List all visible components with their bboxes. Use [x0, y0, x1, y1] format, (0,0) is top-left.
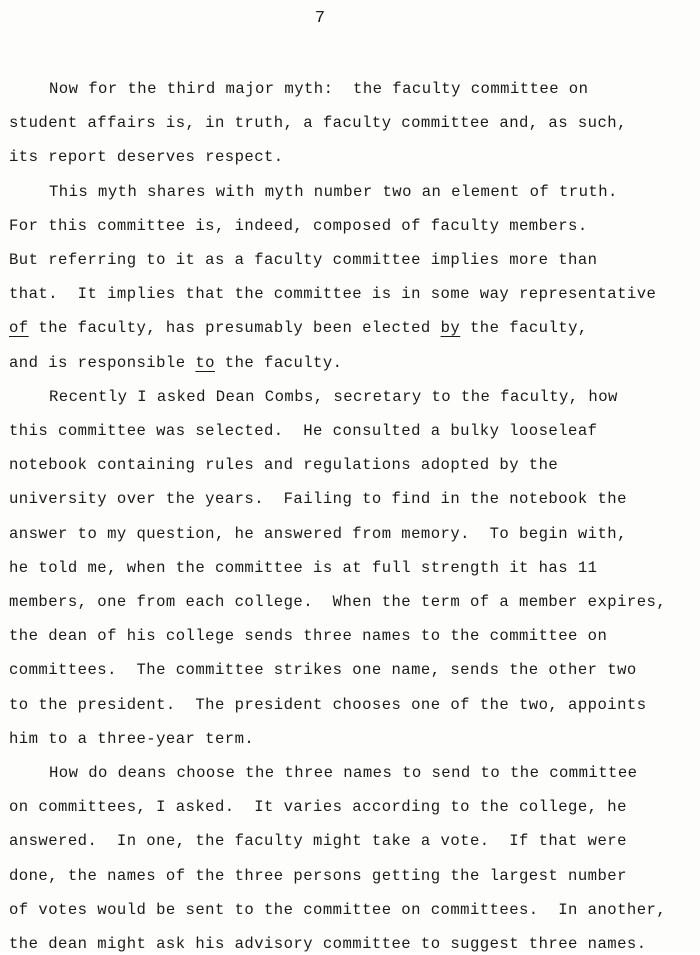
text-line	[0, 659, 637, 681]
text-segment: Now for the third major myth: the faculty committee on	[49, 80, 589, 98]
underlined-text: to	[195, 353, 215, 372]
text-segment: and is responsible	[9, 353, 196, 372]
text-segment: This myth shares with myth number two an element of truth.	[49, 182, 618, 201]
text-line	[0, 488, 627, 510]
text-segment: to the president. The president chooses one of the two, appoints	[9, 695, 647, 714]
text-line	[0, 523, 627, 545]
text-segment: on committees, I asked. It varies according to the college, he	[9, 798, 627, 817]
text-line	[0, 591, 666, 613]
text-segment: answered. In one, the faculty might take a vote. If that were	[9, 832, 627, 851]
text-line	[0, 557, 597, 579]
text-segment: notebook containing rules and regulations adopted by the	[9, 456, 559, 475]
text-segment: university over the years. Failing to find in the notebook the	[9, 490, 627, 509]
text-line	[0, 865, 627, 887]
text-segment: of votes would be sent to the committee on committees. In another,	[9, 900, 667, 919]
text-segment: the faculty, has presumably been elected	[28, 319, 441, 338]
text-line	[0, 933, 647, 955]
text-segment: answer to my question, he answered from memory. To begin with,	[9, 524, 627, 543]
text-segment: the dean of his college sends three names to the committee on	[9, 627, 608, 646]
text-line	[0, 625, 607, 647]
text-segment: members, one from each college. When the term of a member expires,	[9, 593, 667, 611]
text-line	[0, 762, 637, 784]
text-segment: done, the names of the three persons getting the largest number	[9, 866, 627, 885]
text-segment: he told me, when the committee is at full strength it has 11	[9, 558, 598, 577]
text-line	[0, 830, 627, 852]
text-segment: the dean might ask his advisory committee to suggest three names.	[9, 935, 647, 953]
text-segment: him to a three-year term.	[9, 729, 255, 748]
text-segment: its report deserves respect.	[9, 148, 284, 167]
text-line	[0, 78, 588, 100]
text-segment: the faculty.	[214, 353, 343, 372]
text-line	[0, 386, 618, 408]
text-segment: committees. The committee strikes one name, sends the other two	[9, 661, 637, 680]
text-line	[0, 352, 343, 374]
underlined-text: of	[9, 319, 29, 338]
text-line	[0, 283, 656, 305]
text-line	[0, 249, 597, 271]
text-segment: Recently I asked Dean Combs, secretary to the faculty, how	[49, 387, 618, 406]
text-line	[0, 728, 254, 750]
text-segment: But referring to it as a faculty committee implies more than	[9, 251, 598, 269]
text-line	[0, 899, 666, 921]
text-line	[0, 694, 647, 716]
underlined-text: by	[440, 319, 461, 338]
text-line	[0, 181, 618, 203]
text-line	[0, 454, 558, 476]
text-segment: How do deans choose the three names to send to the committee	[49, 764, 638, 782]
text-segment: the faculty,	[460, 319, 588, 338]
page-number: 7	[314, 9, 326, 28]
text-line	[0, 317, 588, 339]
text-segment: For this committee is, indeed, composed of faculty members.	[9, 216, 588, 235]
text-segment: that. It implies that the committee is in some way representative	[9, 285, 657, 304]
text-line	[0, 420, 597, 442]
text-line	[0, 215, 588, 237]
text-line	[0, 112, 627, 134]
text-line	[0, 796, 627, 818]
text-segment: student affairs is, in truth, a faculty committee and, as such,	[9, 114, 627, 133]
text-segment: this committee was selected. He consulted a bulky looseleaf	[9, 422, 598, 440]
text-line	[0, 146, 284, 168]
